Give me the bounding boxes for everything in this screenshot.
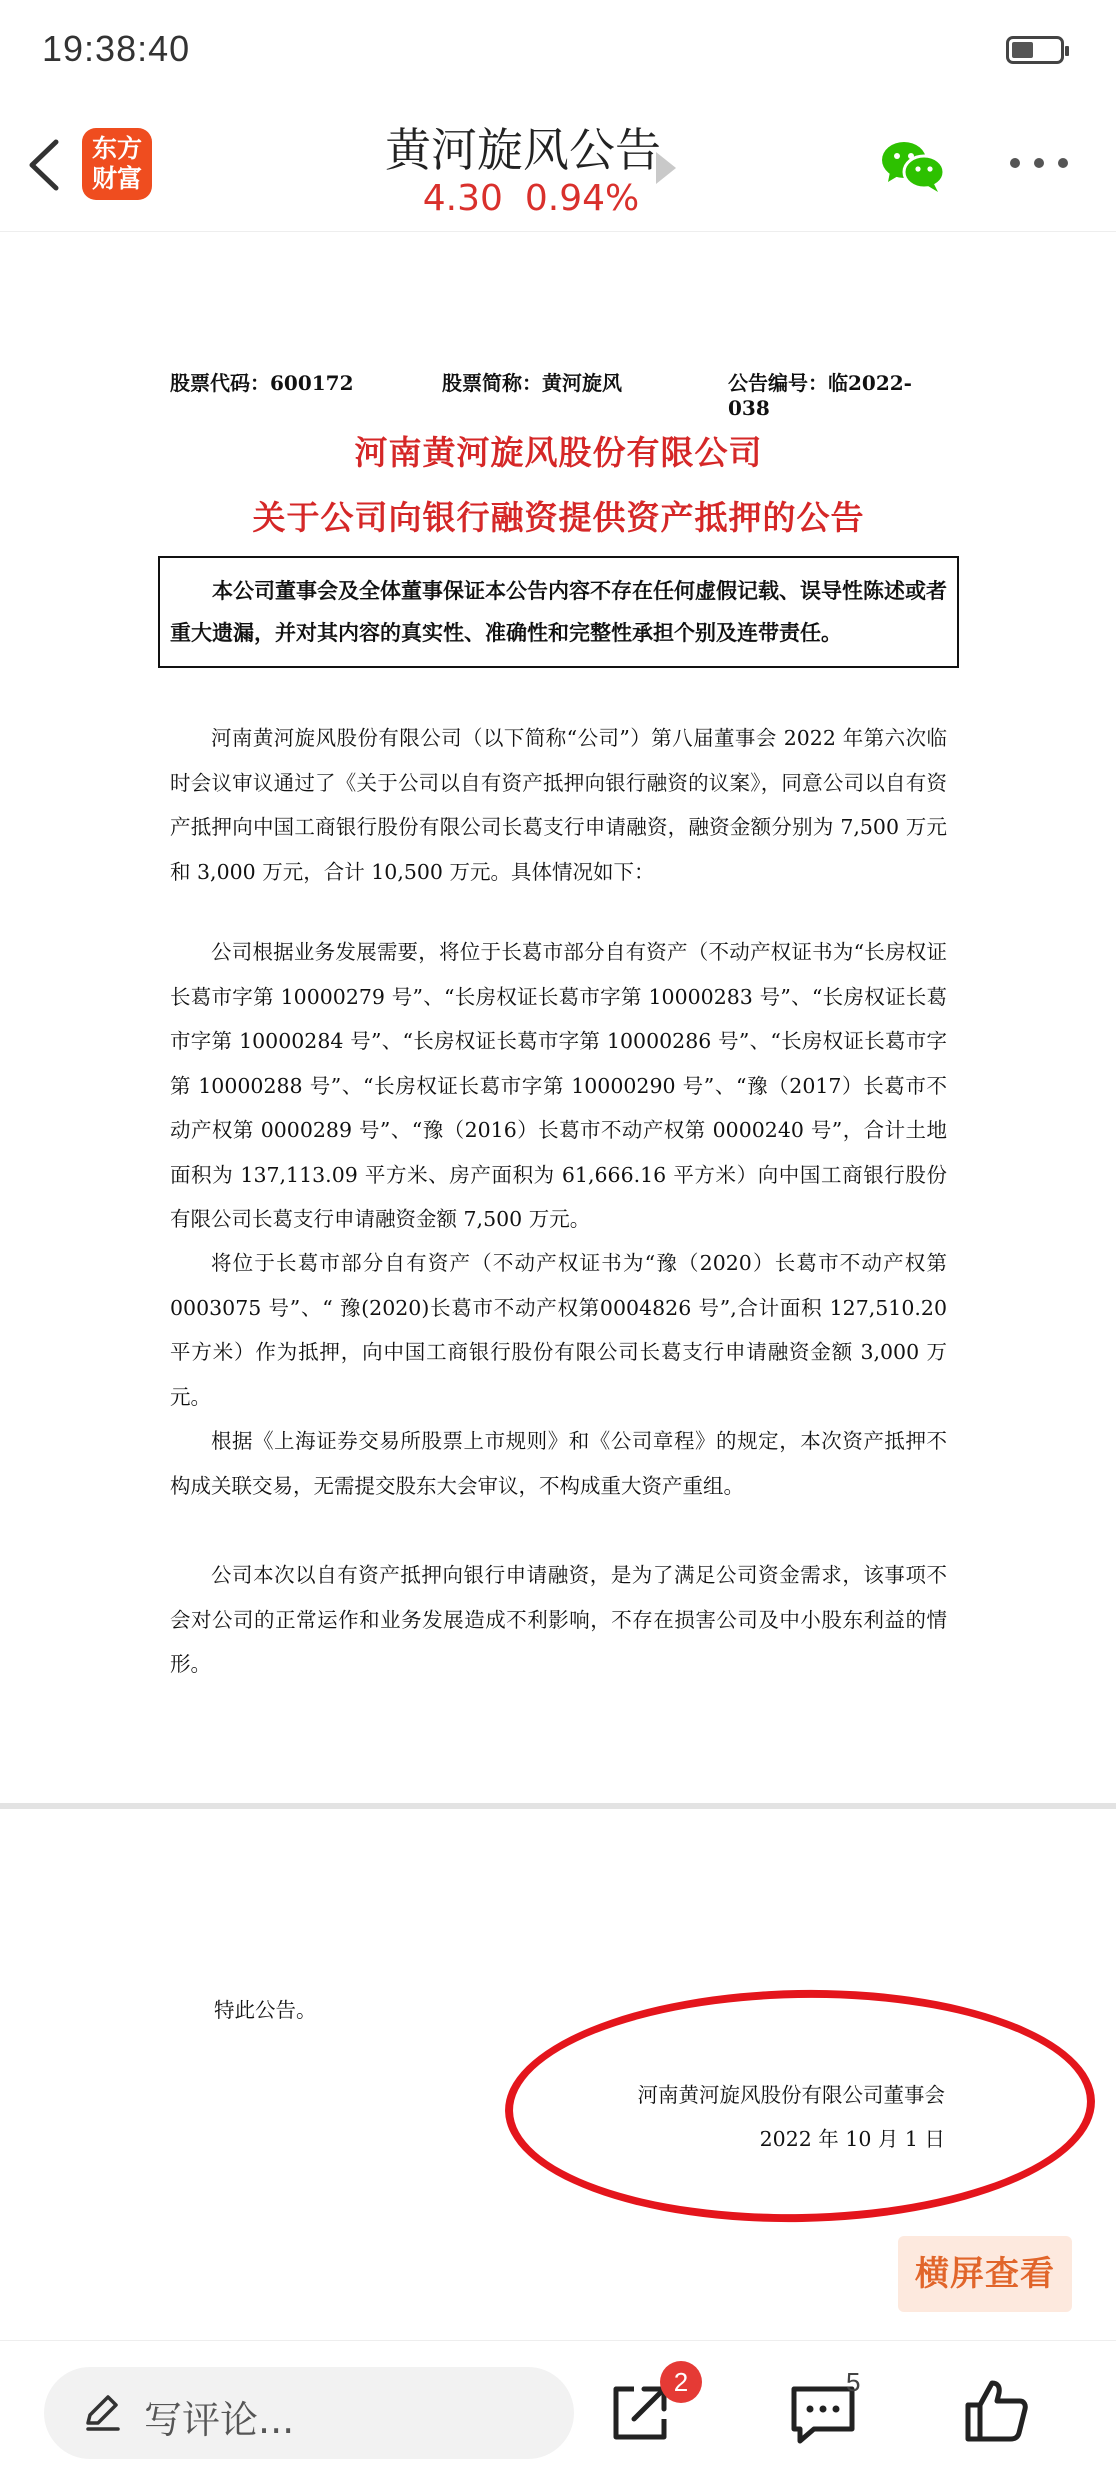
share-badge: 2 xyxy=(660,2361,702,2403)
stock-quote xyxy=(0,178,1116,219)
document-title-line1: 河南黄河旋风股份有限公司 xyxy=(354,433,763,472)
wechat-share-button[interactable] xyxy=(878,136,948,196)
thumbs-up-icon xyxy=(962,2375,1032,2445)
paragraph-asset-2: 将位于长葛市部分自有资产（不动产权证书为“豫（2020）长葛市不动产权第0003075 号”、“ 豫(2020)长葛市不动产权第0004826 号”,合计面积 127,510.20 平方米）作为抵押，向中国工商银行股份有限公司长葛支行申请融资金额 3,000 万元。 xyxy=(170,1251,947,1409)
like-button[interactable] xyxy=(962,2375,1032,2445)
more-dot-icon xyxy=(1010,158,1020,168)
paragraph-rules: 根据《上海证券交易所股票上市规则》和《公司章程》的规定，本次资产抵押不构成关联交易，无需提交股东大会审议，不构成重大资产重组。 xyxy=(170,1429,947,1498)
stock-price: 4.30 xyxy=(422,178,503,219)
paragraph-intro: 河南黄河旋风股份有限公司（以下简称“公司”）第八届董事会 2022 年第六次临时会议审议通过了《关于公司以自有资产抵押向银行融资的议案》，同意公司以自有资产抵押向中国工商银行股份有限公司长葛支行申请融资，融资金额分别为 7,500 万元和 3,000 万元，合计 10,500 万元。具体情况如下： xyxy=(170,726,947,884)
stock-change-pct: 0.94% xyxy=(524,178,640,219)
signing-date: 2022 年 10 月 1 日 xyxy=(759,2127,945,2151)
logo-text-line1: 东方 xyxy=(91,134,142,163)
paragraph-asset-1: 公司根据业务发展需要，将位于长葛市部分自有资产（不动产权证书为“长房权证长葛市字第 10000279 号”、“长房权证长葛市字第 10000283 号”、“长房权证长葛市字第 10000284 号”、“长房权证长葛市字第 10000286 号”、“长房权证长葛市字第 10000288 号”、“长房权证长葛市字第 10000290 号”、“豫（2017）长葛市不动产权第 0000289 号”、“豫（2016）长葛市不动产权第 0000240 号”，合计土地面积为 137,113.09 平方米、房产面积为 61,666.16 平方米）向中国工商银行股份有限公司长葛支行申请融资金额 7,500 万元。 xyxy=(170,940,947,1231)
comment-count: 5 xyxy=(846,2367,861,2397)
announcement-document xyxy=(0,233,1116,1803)
comment-input[interactable] xyxy=(44,2367,574,2459)
landscape-view-button[interactable]: 横屏查看 xyxy=(898,2236,1072,2312)
bottom-action-bar xyxy=(0,2340,1116,2480)
battery-level xyxy=(1012,42,1033,58)
battery-icon xyxy=(1006,36,1064,64)
paragraph-impact: 公司本次以自有资产抵押向银行申请融资，是为了满足公司资金需求，该事项不会对公司的正常运作和业务发展造成不利影响，不存在损害公司及中小股东利益的情形。 xyxy=(170,1563,947,1676)
signer-name: 河南黄河旋风股份有限公司董事会 xyxy=(637,2083,945,2107)
logo-text-line2: 财富 xyxy=(91,164,142,193)
status-bar xyxy=(0,0,1116,100)
stock-name[interactable]: 黄河旋风公告 xyxy=(385,123,661,177)
closing-remark: 特此公告。 xyxy=(214,1998,317,2022)
disclaimer-box xyxy=(158,556,959,668)
notice-number: 公告编号：临2022-038 xyxy=(728,371,912,420)
stock-title[interactable] xyxy=(0,114,1116,180)
more-dot-icon xyxy=(1058,158,1068,168)
page-divider xyxy=(0,1803,1116,1809)
stock-code: 股票代码：600172 xyxy=(170,371,354,395)
app-header xyxy=(0,100,1116,232)
document-title-line2: 关于公司向银行融资提供资产抵押的公告 xyxy=(252,498,865,537)
disclaimer-text: 本公司董事会及全体董事保证本公告内容不存在任何虚假记载、误导性陈述或者重大遗漏，并对其内容的真实性、准确性和完整性承担个别及连带责任。 xyxy=(170,578,947,645)
pen-icon xyxy=(80,2389,124,2433)
comment-placeholder: 写评论... xyxy=(144,2398,295,2442)
stock-abbreviation: 股票简称：黄河旋风 xyxy=(442,371,622,395)
wechat-icon xyxy=(878,136,948,196)
more-dot-icon xyxy=(1034,158,1044,168)
play-arrow-icon[interactable] xyxy=(656,152,676,184)
red-circle-annotation xyxy=(503,1985,1097,2227)
status-time: 19:38:40 xyxy=(42,28,191,69)
more-options-button[interactable] xyxy=(1008,154,1070,174)
